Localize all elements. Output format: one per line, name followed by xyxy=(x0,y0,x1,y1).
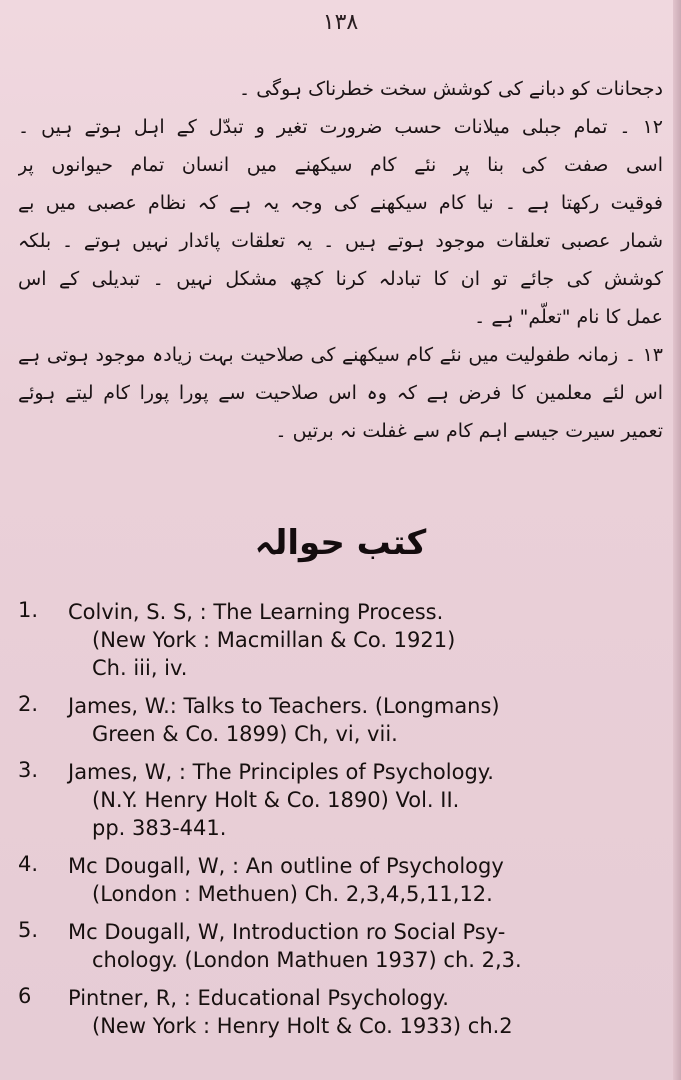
reference-number: 6 xyxy=(18,984,32,1008)
reference-line: (N.Y. Henry Holt & Co. 1890) Vol. II. xyxy=(92,788,460,812)
reference-line: Pintner, R, : Educational Psychology. xyxy=(68,986,449,1010)
reference-number: 2. xyxy=(18,692,39,716)
urdu-line: کوشش کی جائے تو ان کا تبادلہ کرنا کچھ مشکل نہیں ۔ تبدیلی کے اس xyxy=(18,268,663,290)
urdu-line: عمل کا نام "تعلّم" ہے ۔ xyxy=(474,306,663,328)
urdu-line: اسی صفت کی بنا پر نئے کام سیکھنے میں انسان تمام حیوانوں پر xyxy=(18,154,663,176)
reference-item xyxy=(18,918,668,974)
urdu-line: ۱۳ ۔ زمانہ طفولیت میں نئے کام سیکھنے کی صلاحیت بہت زیادہ موجود ہوتی ہے xyxy=(18,344,663,366)
reference-item xyxy=(18,852,668,908)
reference-line: chology. (London Mathuen 1937) ch. 2,3. xyxy=(92,948,522,972)
reference-line: Mc Dougall, W, : An outline of Psychology xyxy=(68,854,504,878)
reference-line: Mc Dougall, W, Introduction ro Social Psy- xyxy=(68,920,506,944)
page-number: ۱۳۸ xyxy=(322,10,359,35)
reference-number: 5. xyxy=(18,918,39,942)
reference-line: pp. 383-441. xyxy=(92,816,227,840)
reference-line: (New York : Macmillan & Co. 1921) xyxy=(92,628,456,652)
references-heading: کتب حوالہ xyxy=(254,523,427,563)
reference-item xyxy=(18,984,668,1040)
reference-line: Colvin, S. S, : The Learning Process. xyxy=(68,600,444,624)
reference-line: (New York : Henry Holt & Co. 1933) ch.2 xyxy=(92,1014,513,1038)
reference-line: James, W, : The Principles of Psychology. xyxy=(68,760,494,784)
reference-line: Green & Co. 1899) Ch, vi, vii. xyxy=(92,722,398,746)
urdu-line: فوقیت رکھتا ہے ۔ نیا کام سیکھنے کی وجہ یہ ہے کہ نظام عصبی میں بے xyxy=(18,192,663,214)
urdu-line: ۱۲ ۔ تمام جبلی میلانات حسب ضرورت تغیر و تبدّل کے اہل ہوتے ہیں ۔ xyxy=(18,116,663,138)
urdu-line: دجحانات کو دبانے کی کوشش سخت خطرناک ہوگی ۔ xyxy=(239,78,663,100)
reference-item xyxy=(18,758,668,842)
urdu-line: شمار عصبی تعلقات موجود ہوتے ہیں ۔ یہ تعلقات پائدار نہیں ہوتے ۔ بلکہ xyxy=(18,230,663,252)
reference-number: 4. xyxy=(18,852,39,876)
reference-number: 3. xyxy=(18,758,39,782)
urdu-line: اس لئے معلمین کا فرض ہے کہ وہ اس صلاحیت سے پورا پورا کام لیتے ہوئے xyxy=(18,382,663,404)
reference-number: 1. xyxy=(18,598,39,622)
reference-line: Ch. iii, iv. xyxy=(92,656,188,680)
reference-item xyxy=(18,692,668,748)
urdu-text-block xyxy=(18,70,663,450)
urdu-line: تعمیر سیرت جیسے اہم کام سے غفلت نہ برتیں ۔ xyxy=(275,420,663,442)
references-list xyxy=(18,598,668,1050)
reference-item xyxy=(18,598,668,682)
reference-line: (London : Methuen) Ch. 2,3,4,5,11,12. xyxy=(92,882,493,906)
reference-line: James, W.: Talks to Teachers. (Longmans) xyxy=(68,694,500,718)
